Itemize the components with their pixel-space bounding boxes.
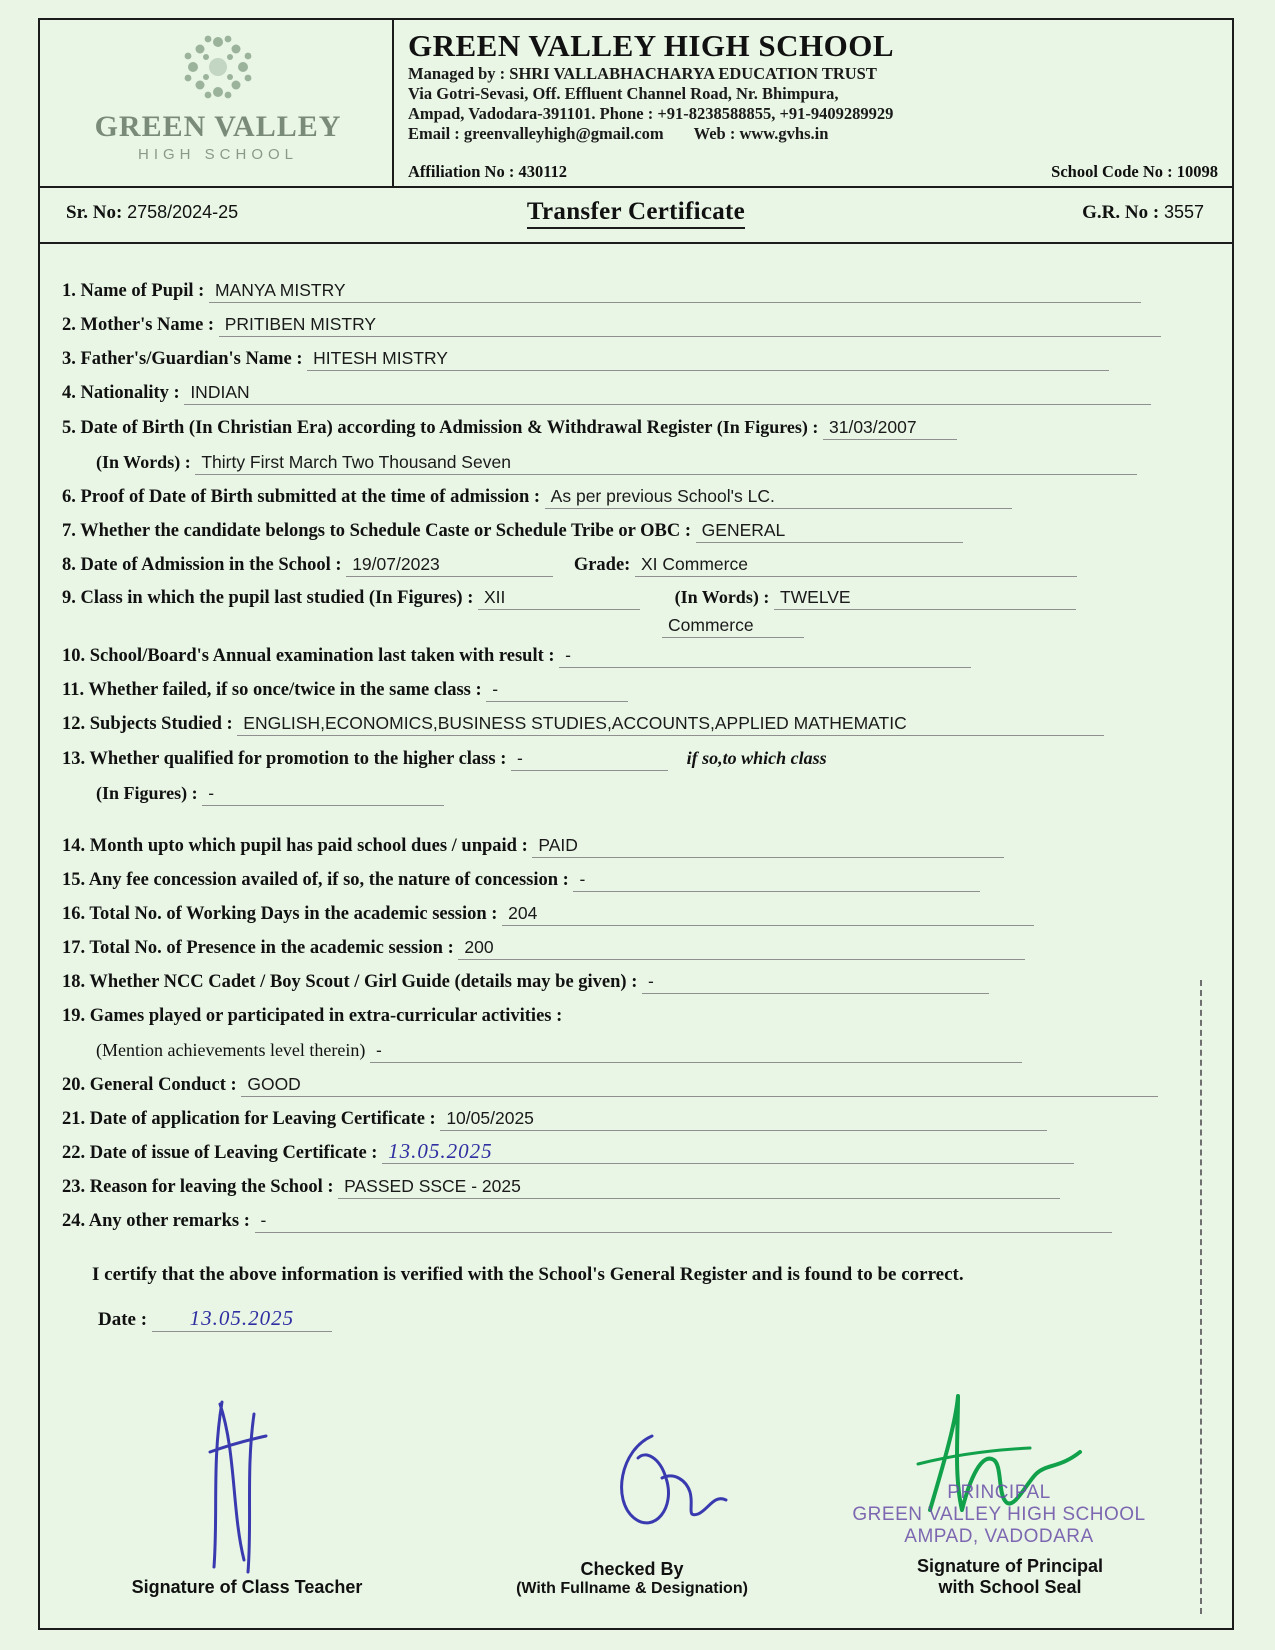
field-row-19-sub [62,1033,1210,1068]
principal-signature-label: Signature of Principal [916,1556,1104,1576]
field-15-value: - [573,868,980,892]
field-9-figures-value-2: Commerce [662,614,804,638]
field-row-13 [62,741,1210,776]
field-row-6 [62,480,1210,514]
affiliation-no: Affiliation No : 430112 [408,162,568,181]
field-19-sub-label: (Mention achievements level therein) [96,1040,366,1060]
field-9-label: 9. Class in which the pupil last studied (In Figures) : [62,588,474,608]
field-row-7 [62,514,1210,548]
school-managed-by: Managed by : SHRI VALLABHACHARYA EDUCATION TRUST [408,64,877,83]
field-6-label: 6. Proof of Date of Birth submitted at the time of admission : [62,487,541,507]
field-8-grade-value: XI Commerce [635,553,1077,577]
field-row-9 [62,582,1210,613]
school-code-no: School Code No : 10098 [1051,162,1218,181]
field-14-value: PAID [532,834,1004,858]
school-email: Email : greenvalleyhigh@gmail.com [408,124,664,143]
principal-signature-sublabel: with School Seal [938,1577,1082,1597]
field-5-words-value: Thirty First March Two Thousand Seven [195,451,1137,475]
field-22-value: 13.05.2025 [382,1140,1074,1164]
affiliation-row [408,162,1218,182]
field-19-label: 19. Games played or participated in extra-curricular activities : [62,1006,563,1026]
field-17-label: 17. Total No. of Presence in the academic session : [62,938,454,958]
field-12-value: ENGLISH,ECONOMICS,BUSINESS STUDIES,ACCOUNTS,APPLIED MATHEMATIC [237,712,1104,736]
field-13-note: if so,to which class [686,748,827,768]
document-header [40,20,1232,188]
certificate-sheet [38,18,1234,1630]
field-16-value: 204 [502,902,1034,926]
field-5-figures-value: 31/03/2007 [823,416,957,440]
field-3-value: HITESH MISTRY [307,347,1109,371]
field-row-5-words [62,445,1210,480]
field-21-value: 10/05/2025 [440,1107,1047,1131]
field-row-12 [62,707,1210,741]
field-row-5 [62,410,1210,445]
field-1-value: MANYA MISTRY [209,279,1141,303]
field-5-figures-label: (In Figures) : [716,417,819,437]
certify-statement: I certify that the above information is verified with the School's General Register and is found to be correct. [92,1264,964,1285]
seal-line-2: GREEN VALLEY HIGH SCHOOL [852,1504,1146,1525]
seal-line-3: AMPAD, VADODARA [904,1526,1094,1547]
school-contact-line [408,124,1218,144]
school-info-block [408,28,1218,144]
field-1-label: 1. Name of Pupil : [62,281,205,301]
logo-name: GREEN VALLEY [94,110,342,143]
field-row-16 [62,897,1210,931]
field-9-words-label: (In Words) : [674,587,770,607]
school-address-line1: Via Gotri-Sevasi, Off. Effluent Channel Road, Nr. Bhimpura, [408,84,839,103]
serial-number-label: Sr. No: [66,202,123,223]
field-row-22 [62,1136,1210,1170]
header-divider [392,20,394,186]
field-20-value: GOOD [241,1073,1158,1097]
field-21-label: 21. Date of application for Leaving Certificate : [62,1109,436,1129]
field-3-label: 3. Father's/Guardian's Name : [62,349,303,369]
field-row-15 [62,863,1210,897]
field-14-label: 14. Month upto which pupil has paid school dues / unpaid : [62,836,528,856]
field-23-value: PASSED SSCE - 2025 [338,1175,1060,1199]
page-title-text: Transfer Certificate [527,198,745,229]
logo-subtitle: HIGH SCHOOL [137,146,298,163]
field-row-11 [62,673,1210,707]
field-19-value: - [370,1039,1022,1063]
checked-by-signature [602,1422,762,1552]
field-23-label: 23. Reason for leaving the School : [62,1177,334,1197]
field-11-value: - [486,678,628,702]
serial-number-value: 2758/2024-25 [127,202,239,222]
field-row-3 [62,342,1210,376]
seal-line-1: PRINCIPAL [947,1482,1051,1503]
field-row-14 [62,829,1210,863]
field-10-value: - [559,644,971,668]
field-2-value: PRITIBEN MISTRY [219,313,1161,337]
field-13-figures-label: (In Figures) : [96,783,198,803]
class-teacher-signature-label: Signature of Class Teacher [131,1577,363,1597]
field-5-label: 5. Date of Birth (In Christian Era) according to Admission & Withdrawal Register [62,418,713,438]
school-web: Web : www.gvhs.in [693,124,829,143]
field-9-words-value: TWELVE [774,586,1076,610]
gr-number-label: G.R. No : [1082,202,1160,223]
field-row-8 [62,548,1210,582]
field-7-value: GENERAL [696,519,963,543]
field-6-value: As per previous School's LC. [545,485,1012,509]
field-13-figures-value: - [202,782,444,806]
field-4-value: INDIAN [184,381,1151,405]
field-9-figures-value: XII [478,586,640,610]
field-12-label: 12. Subjects Studied : [62,714,233,734]
field-row-23 [62,1170,1210,1204]
field-13-label: 13. Whether qualified for promotion to the higher class : [62,749,507,769]
field-7-label: 7. Whether the candidate belongs to Schedule Caste or Schedule Tribe or OBC : [62,521,692,541]
field-24-value: - [255,1209,1112,1233]
field-16-label: 16. Total No. of Working Days in the academic session : [62,904,498,924]
school-logo-icon [163,26,273,108]
page-title [40,198,1232,226]
checked-by-sublabel: (With Fullname & Designation) [516,1580,748,1597]
field-row-18 [62,965,1210,999]
field-20-label: 20. General Conduct : [62,1075,237,1095]
gr-number [1082,202,1204,224]
field-row-19 [62,999,1210,1033]
issue-date-label: Date : [98,1309,148,1330]
field-8-label: 8. Date of Admission in the School : [62,555,342,575]
field-10-label: 10. School/Board's Annual examination last taken with result : [62,646,555,666]
field-row-17 [62,931,1210,965]
field-row-9-cont [62,613,1210,639]
field-row-20 [62,1068,1210,1102]
title-row [40,188,1232,244]
field-11-label: 11. Whether failed, if so once/twice in the same class : [62,680,482,700]
field-row-21 [62,1102,1210,1136]
perforation-line [1200,980,1202,1614]
signature-area [62,1370,1210,1610]
principal-signature-block [830,1556,1190,1598]
checked-by-block [462,1559,802,1598]
field-24-label: 24. Any other remarks : [62,1211,250,1231]
school-name: GREEN VALLEY HIGH SCHOOL [408,28,895,63]
field-4-label: 4. Nationality : [62,383,180,403]
certificate-body [40,244,1232,1332]
field-22-label: 22. Date of issue of Leaving Certificate : [62,1143,378,1163]
field-row-24 [62,1204,1210,1238]
issue-date-row [62,1306,1210,1332]
field-8-value: 19/07/2023 [346,553,553,577]
field-8-grade-label: Grade: [573,555,631,575]
field-15-label: 15. Any fee concession availed of, if so, the nature of concession : [62,870,569,890]
field-2-label: 2. Mother's Name : [62,315,215,335]
school-address-line2: Ampad, Vadodara-391101. Phone : +91-8238588855, +91-9409289929 [408,104,894,123]
school-seal-text [834,1482,1164,1548]
checked-by-label: Checked By [580,1559,684,1579]
field-row-1 [62,274,1210,308]
class-teacher-signature [192,1392,332,1592]
school-logo-block [58,26,378,163]
field-17-value: 200 [458,936,1025,960]
issue-date-value: 13.05.2025 [152,1306,332,1332]
field-18-value: - [642,970,989,994]
field-row-4 [62,376,1210,410]
field-row-13-figures [62,776,1210,811]
field-18-label: 18. Whether NCC Cadet / Boy Scout / Girl Guide (details may be given) : [62,972,638,992]
field-13-value: - [511,747,668,771]
spacer-row [62,811,1210,829]
field-row-2 [62,308,1210,342]
field-5-words-label: (In Words) : [96,452,191,472]
gr-number-value: 3557 [1163,202,1204,222]
field-row-10 [62,639,1210,673]
